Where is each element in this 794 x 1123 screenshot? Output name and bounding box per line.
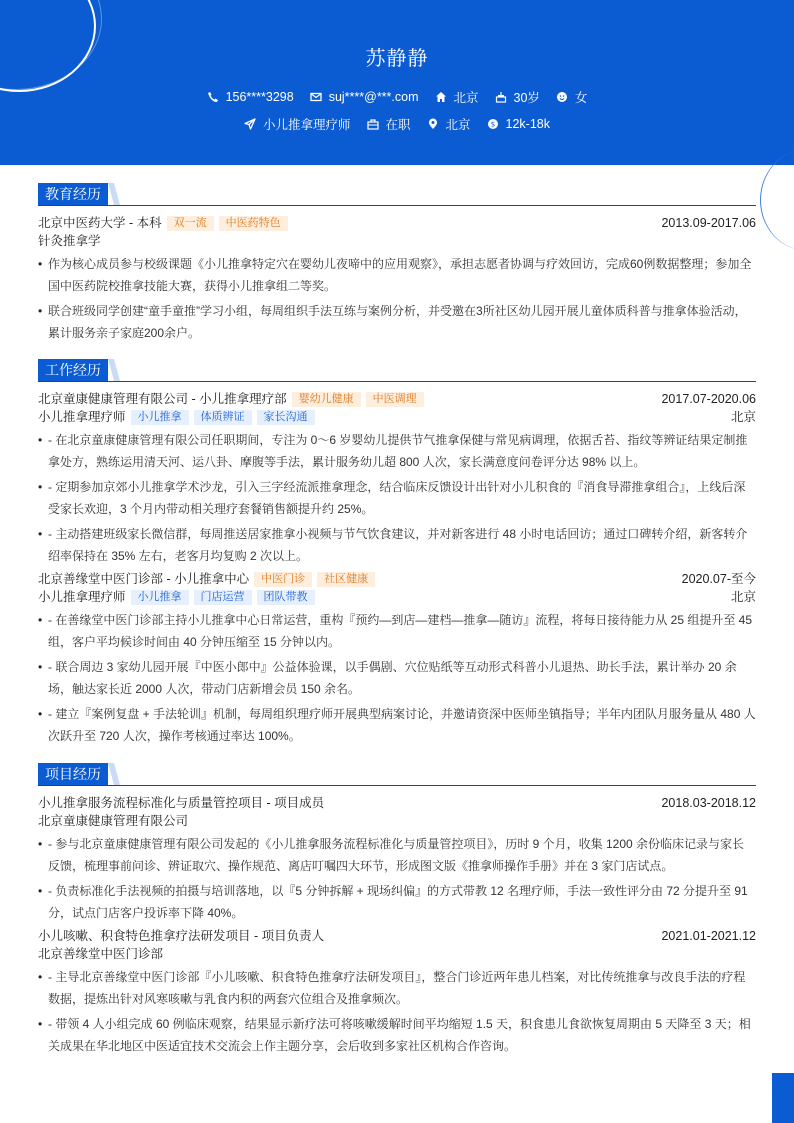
resume-header [0, 0, 794, 165]
job-bullets [38, 609, 756, 747]
company-tag: 社区健康 [317, 572, 375, 587]
education-bullets [38, 253, 756, 344]
date-range: 2017.07-2020.06 [661, 392, 756, 406]
target-role-item [244, 115, 351, 133]
list-item: • 作为核心成员参与校级课题《小儿推拿特定穴在婴幼儿夜啼中的应用观察》，承担志愿者协调与疗效回访，完成60例数据整理；参加全国中医药院校推拿技能大赛，获得小儿推拿组二等奖。 [38, 253, 756, 297]
status-item [367, 115, 411, 133]
list-item: • - 带领 4 人小组完成 60 例临床观察，结果显示新疗法可将咳嗽缓解时间平均缩短 1.5 天，积食患儿食欲恢复周期由 5 天降至 3 天；相关成果在华北地区中医适宜技术交流会上作主题分享，会后收到多家社区机构合作咨询。 [38, 1013, 756, 1057]
list-item: • - 建立『案例复盘 + 手法轮训』机制，每周组织理疗师开展典型病案讨论，并邀请资深中医师坐镇指导；半年内团队月服务量从 480 人次跃升至 720 人次，操作考核通过率达 100%。 [38, 703, 756, 747]
education-entry-head [38, 214, 756, 232]
school-tag: 中医药特色 [219, 216, 288, 231]
salary-text: 12k-18k [505, 117, 551, 131]
role-row [38, 408, 756, 426]
company-name: 北京童康健康管理有限公司 - 小儿推拿理疗部 [38, 392, 287, 406]
city-text: 北京 [453, 91, 479, 105]
location-icon [427, 118, 439, 130]
phone-icon [207, 91, 219, 103]
project-name: 小儿咳嗽、积食特色推拿疗法研发项目 - 项目负责人 [38, 929, 325, 943]
section-title: 工作经历 [38, 359, 108, 381]
list-item: • - 联合周边 3 家幼儿园开展『中医小郎中』公益体验课，以手偶剧、穴位贴纸等互动形式科普小儿退热、助长手法，累计举办 20 余场，触达家长近 2000 人次，带动门店新增会员 150 余名。 [38, 656, 756, 700]
list-item: • - 参与北京童康健康管理有限公司发起的《小儿推拿服务流程标准化与质量管控项目》，历时 9 个月，收集 1200 余份临床记录与家长反馈，梳理事前问诊、辨证取穴、操作规范、离店叮嘱四大环节，形成图文版《推拿师操作手册》并在 3 家门店试点。 [38, 833, 756, 877]
school-name: 北京中医药大学 - 本科 [38, 216, 162, 230]
skill-tag: 团队带教 [257, 590, 315, 605]
gender-item [556, 88, 588, 106]
contact-row [0, 88, 794, 106]
home-icon [435, 91, 447, 103]
work-section [38, 359, 756, 750]
skill-tag: 小儿推拿 [131, 410, 189, 425]
status-text: 在职 [385, 118, 411, 132]
list-item: • - 主动搭建班级家长微信群，每周推送居家推拿小视频与节气饮食建议，并对新客进行 48 小时电话回访；通过口碑转介绍，新客转介绍率保持在 35% 左右，老客月均复购 2 次以上。 [38, 523, 756, 567]
role-title: 小儿推拿理疗师 [38, 410, 126, 424]
list-item: • - 负责标准化手法视频的拍摄与培训落地，以『5 分钟拆解 + 现场纠偏』的方式带教 12 名理疗师，手法一致性评分由 72 分提升至 91 分，试点门店客户投诉率下降 40%。 [38, 880, 756, 924]
date-range: 2020.07-至今 [681, 572, 756, 586]
project-org-row [38, 812, 756, 830]
skill-tag: 小儿推拿 [131, 590, 189, 605]
project-bullets [38, 966, 756, 1057]
company-name: 北京善缘堂中医门诊部 - 小儿推拿中心 [38, 572, 250, 586]
major: 针灸推拿学 [38, 234, 101, 248]
list-item: • - 在善缘堂中医门诊部主持小儿推拿中心日常运营，重构『预约—到店—建档—推拿—随访』流程，将每日接待能力从 25 组提升至 45 组，客户平均候诊时间由 40 分钟压缩至 15 分钟以内。 [38, 609, 756, 653]
target-city-item [427, 115, 471, 133]
mail-icon [310, 91, 322, 103]
role-title: 小儿推拿理疗师 [38, 590, 126, 604]
age-item [495, 88, 540, 106]
phone-text: 156****3298 [225, 90, 294, 104]
date-range: 2013.09-2017.06 [661, 216, 756, 230]
section-header [38, 359, 756, 382]
salary-item [487, 117, 550, 131]
candidate-name: 苏静静 [365, 48, 429, 70]
company-tag: 中医门诊 [254, 572, 312, 587]
job-bullets [38, 429, 756, 567]
gender-text: 女 [574, 91, 588, 105]
list-item: • - 在北京童康健康管理有限公司任职期间，专注为 0～6 岁婴幼儿提供节气推拿保健与常见病调理，依据舌苔、指纹等辨证结果定制推拿处方，熟练运用清天河、运八卦、摩腹等手法，累计服务幼儿超 800 人次，家长满意度问卷评分达 98% 以上。 [38, 429, 756, 473]
list-item: • - 主导北京善缘堂中医门诊部『小儿咳嗽、积食特色推拿疗法研发项目』，整合门诊近两年患儿档案，对比传统推拿与改良手法的疗程数据，提炼出针对风寒咳嗽与乳食内积的两套穴位组合及推拿频次。 [38, 966, 756, 1010]
project-bullets [38, 833, 756, 924]
city-item [435, 88, 479, 106]
phone-item [207, 90, 294, 104]
skill-tag: 体质辨证 [194, 410, 252, 425]
company-tag: 婴幼儿健康 [292, 392, 361, 407]
company-tag: 中医调理 [366, 392, 424, 407]
education-section [38, 183, 756, 347]
section-title: 项目经历 [38, 763, 108, 785]
decorative-arc [760, 150, 794, 250]
projects-section [38, 763, 756, 1060]
section-title: 教育经历 [38, 183, 108, 205]
job-location: 北京 [730, 410, 756, 424]
send-icon [244, 118, 256, 130]
school-tag: 双一流 [167, 216, 214, 231]
job-location: 北京 [730, 590, 756, 604]
list-item: • - 定期参加京郊小儿推拿学术沙龙，引入三字经流派推拿理念，结合临床反馈设计出针对小儿积食的『消食导滞推拿组合』，上线后深受家长欢迎，3 个月内带动相关理疗套餐销售额提升约 25%。 [38, 476, 756, 520]
job-entry-head [38, 390, 756, 408]
project-org: 北京童康健康管理有限公司 [38, 814, 189, 828]
project-org: 北京善缘堂中医门诊部 [38, 947, 164, 961]
list-item: • 联合班级同学创建“童手童推”学习小组，每周组织手法互练与案例分析，并受邀在3所社区幼儿园开展儿童体质科普与推拿体验活动，累计服务亲子家庭200余户。 [38, 300, 756, 344]
project-org-row [38, 945, 756, 963]
job-entry-head [38, 570, 756, 588]
briefcase-icon [367, 118, 379, 130]
date-range: 2018.03-2018.12 [661, 796, 756, 810]
major-row [38, 232, 756, 250]
salary-icon [487, 118, 499, 130]
svg-text:$: $ [490, 120, 495, 129]
date-range: 2021.01-2021.12 [661, 929, 756, 943]
email-item [310, 90, 419, 104]
target-city-text: 北京 [445, 118, 471, 132]
target-role-text: 小儿推拿理疗师 [262, 118, 351, 132]
section-header [38, 183, 756, 206]
skill-tag: 门店运营 [194, 590, 252, 605]
cake-icon [495, 91, 507, 103]
project-name: 小儿推拿服务流程标准化与质量管控项目 - 项目成员 [38, 796, 325, 810]
decorative-corner-bar [772, 1073, 794, 1123]
age-text: 30岁 [513, 91, 540, 105]
email-text: suj****@***.com [328, 90, 419, 104]
section-header [38, 763, 756, 786]
role-row [38, 588, 756, 606]
job-intent-row [0, 115, 794, 133]
skill-tag: 家长沟通 [257, 410, 315, 425]
project-entry-head [38, 927, 756, 945]
project-entry-head [38, 794, 756, 812]
gender-icon [556, 91, 568, 103]
